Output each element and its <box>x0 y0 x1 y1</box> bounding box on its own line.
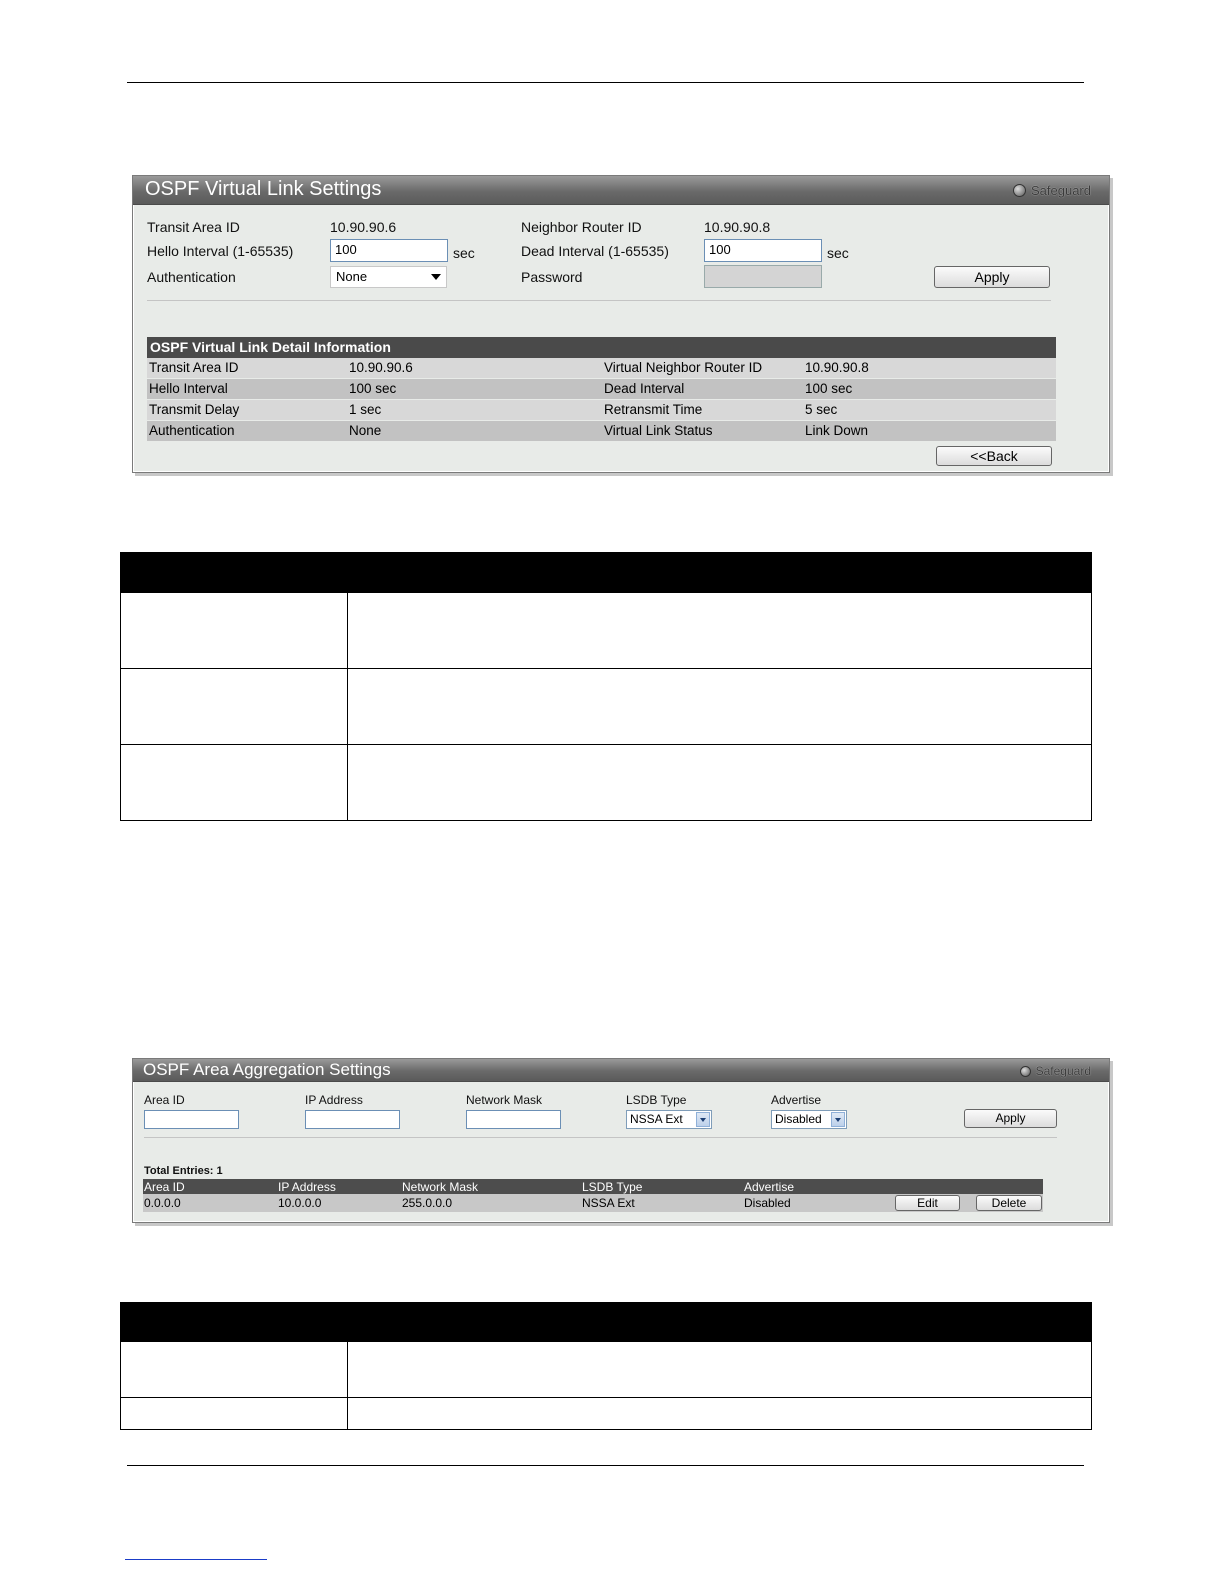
area-id-label: Area ID <box>144 1093 185 1107</box>
settings-divider <box>147 300 1051 301</box>
safeguard-label: Safeguard <box>1035 1064 1091 1078</box>
dead-sec-unit: sec <box>827 245 849 261</box>
parameter-table-header <box>121 1303 1091 1342</box>
dead-interval-label: Dead Interval (1-65535) <box>521 243 669 259</box>
detail-row <box>147 379 1056 399</box>
detail-cell: 1 sec <box>349 402 382 417</box>
apply-button[interactable]: Apply <box>964 1109 1057 1128</box>
row-divider <box>121 668 1091 669</box>
parameter-table-header <box>121 553 1091 593</box>
panel-titlebar <box>133 1059 1109 1082</box>
detail-row <box>147 358 1056 378</box>
detail-cell: Authentication <box>149 423 235 438</box>
parameter-table-1 <box>120 552 1092 821</box>
detail-cell: Link Down <box>805 423 869 438</box>
edit-button[interactable]: Edit <box>895 1195 960 1211</box>
footer-rule <box>127 1465 1084 1466</box>
total-entries: Total Entries: 1 <box>144 1165 223 1177</box>
table-cell: Disabled <box>744 1196 791 1210</box>
neighbor-router-label: Neighbor Router ID <box>521 219 642 235</box>
back-button[interactable]: <<Back <box>936 446 1052 466</box>
column-divider <box>347 1342 348 1429</box>
table-cell: 255.0.0.0 <box>402 1196 453 1210</box>
row-divider <box>121 1397 1091 1398</box>
column-header: Network Mask <box>402 1180 479 1194</box>
detail-info-header: OSPF Virtual Link Detail Information <box>147 337 1056 358</box>
lsdb-type-select[interactable] <box>626 1110 712 1129</box>
detail-row <box>147 400 1056 420</box>
table-cell: 0.0.0.0 <box>144 1196 181 1210</box>
ospf-area-aggregation-panel <box>132 1058 1110 1223</box>
transit-area-value: 10.90.90.6 <box>330 219 397 235</box>
detail-cell: Transit Area ID <box>149 360 239 375</box>
detail-cell: Virtual Neighbor Router ID <box>604 360 763 375</box>
dead-interval-input[interactable]: 100 <box>704 239 822 262</box>
detail-cell: Virtual Link Status <box>604 423 713 438</box>
advertise-label: Advertise <box>771 1093 822 1107</box>
detail-row <box>147 421 1056 441</box>
apply-button[interactable]: Apply <box>934 266 1050 288</box>
authentication-select[interactable] <box>330 266 447 288</box>
lsdb-type-value: NSSA Ext <box>630 1112 683 1126</box>
panel-title: OSPF Area Aggregation Settings <box>143 1060 391 1079</box>
detail-cell: 10.90.90.8 <box>805 360 869 375</box>
panel-title: OSPF Virtual Link Settings <box>145 178 382 200</box>
hello-interval-label: Hello Interval (1-65535) <box>147 243 294 259</box>
detail-cell: Retransmit Time <box>604 402 703 417</box>
area-id-input[interactable] <box>144 1110 239 1129</box>
column-header: Area ID <box>144 1180 185 1194</box>
lsdb-type-label: LSDB Type <box>626 1093 687 1107</box>
safeguard-indicator <box>1013 183 1091 198</box>
transit-area-label: Transit Area ID <box>147 219 240 235</box>
row-divider <box>121 744 1091 745</box>
detail-cell: 5 sec <box>805 402 838 417</box>
detail-cell: 100 sec <box>349 381 397 396</box>
safeguard-indicator <box>1020 1064 1091 1078</box>
authentication-select-value: None <box>336 269 368 284</box>
hello-interval-input[interactable]: 100 <box>330 239 448 262</box>
aggregation-table-header <box>143 1179 1043 1194</box>
column-divider <box>347 593 348 820</box>
neighbor-router-value: 10.90.90.8 <box>704 219 771 235</box>
hello-sec-unit: sec <box>453 245 475 261</box>
detail-cell: Hello Interval <box>149 381 228 396</box>
footer-link-underline[interactable] <box>125 1559 267 1560</box>
detail-cell: 100 sec <box>805 381 853 396</box>
table-cell: NSSA Ext <box>582 1196 635 1210</box>
advertise-value: Disabled <box>775 1112 822 1126</box>
safeguard-icon <box>1020 1066 1031 1077</box>
chevron-down-icon <box>696 1112 710 1127</box>
safeguard-label: Safeguard <box>1031 183 1091 198</box>
safeguard-icon <box>1013 184 1026 197</box>
password-label: Password <box>521 269 583 285</box>
header-rule <box>127 82 1084 83</box>
ip-address-input[interactable] <box>305 1110 400 1129</box>
column-header: IP Address <box>278 1180 336 1194</box>
parameter-table-2 <box>120 1302 1092 1430</box>
ospf-virtual-link-panel <box>132 175 1110 473</box>
detail-cell: Transmit Delay <box>149 402 240 417</box>
authentication-label: Authentication <box>147 269 236 285</box>
detail-cell: 10.90.90.6 <box>349 360 413 375</box>
detail-cell: None <box>349 423 382 438</box>
password-input[interactable] <box>704 265 822 288</box>
panel-titlebar <box>133 176 1109 205</box>
column-header: LSDB Type <box>582 1180 643 1194</box>
detail-cell: Dead Interval <box>604 381 685 396</box>
ip-address-label: IP Address <box>305 1093 363 1107</box>
network-mask-input[interactable] <box>466 1110 561 1129</box>
settings-divider <box>144 1137 1057 1138</box>
column-header: Advertise <box>744 1180 795 1194</box>
network-mask-label: Network Mask <box>466 1093 543 1107</box>
chevron-down-icon <box>431 274 441 280</box>
delete-button[interactable]: Delete <box>976 1195 1042 1211</box>
advertise-select[interactable] <box>771 1110 847 1129</box>
chevron-down-icon <box>831 1112 845 1127</box>
table-cell: 10.0.0.0 <box>278 1196 322 1210</box>
